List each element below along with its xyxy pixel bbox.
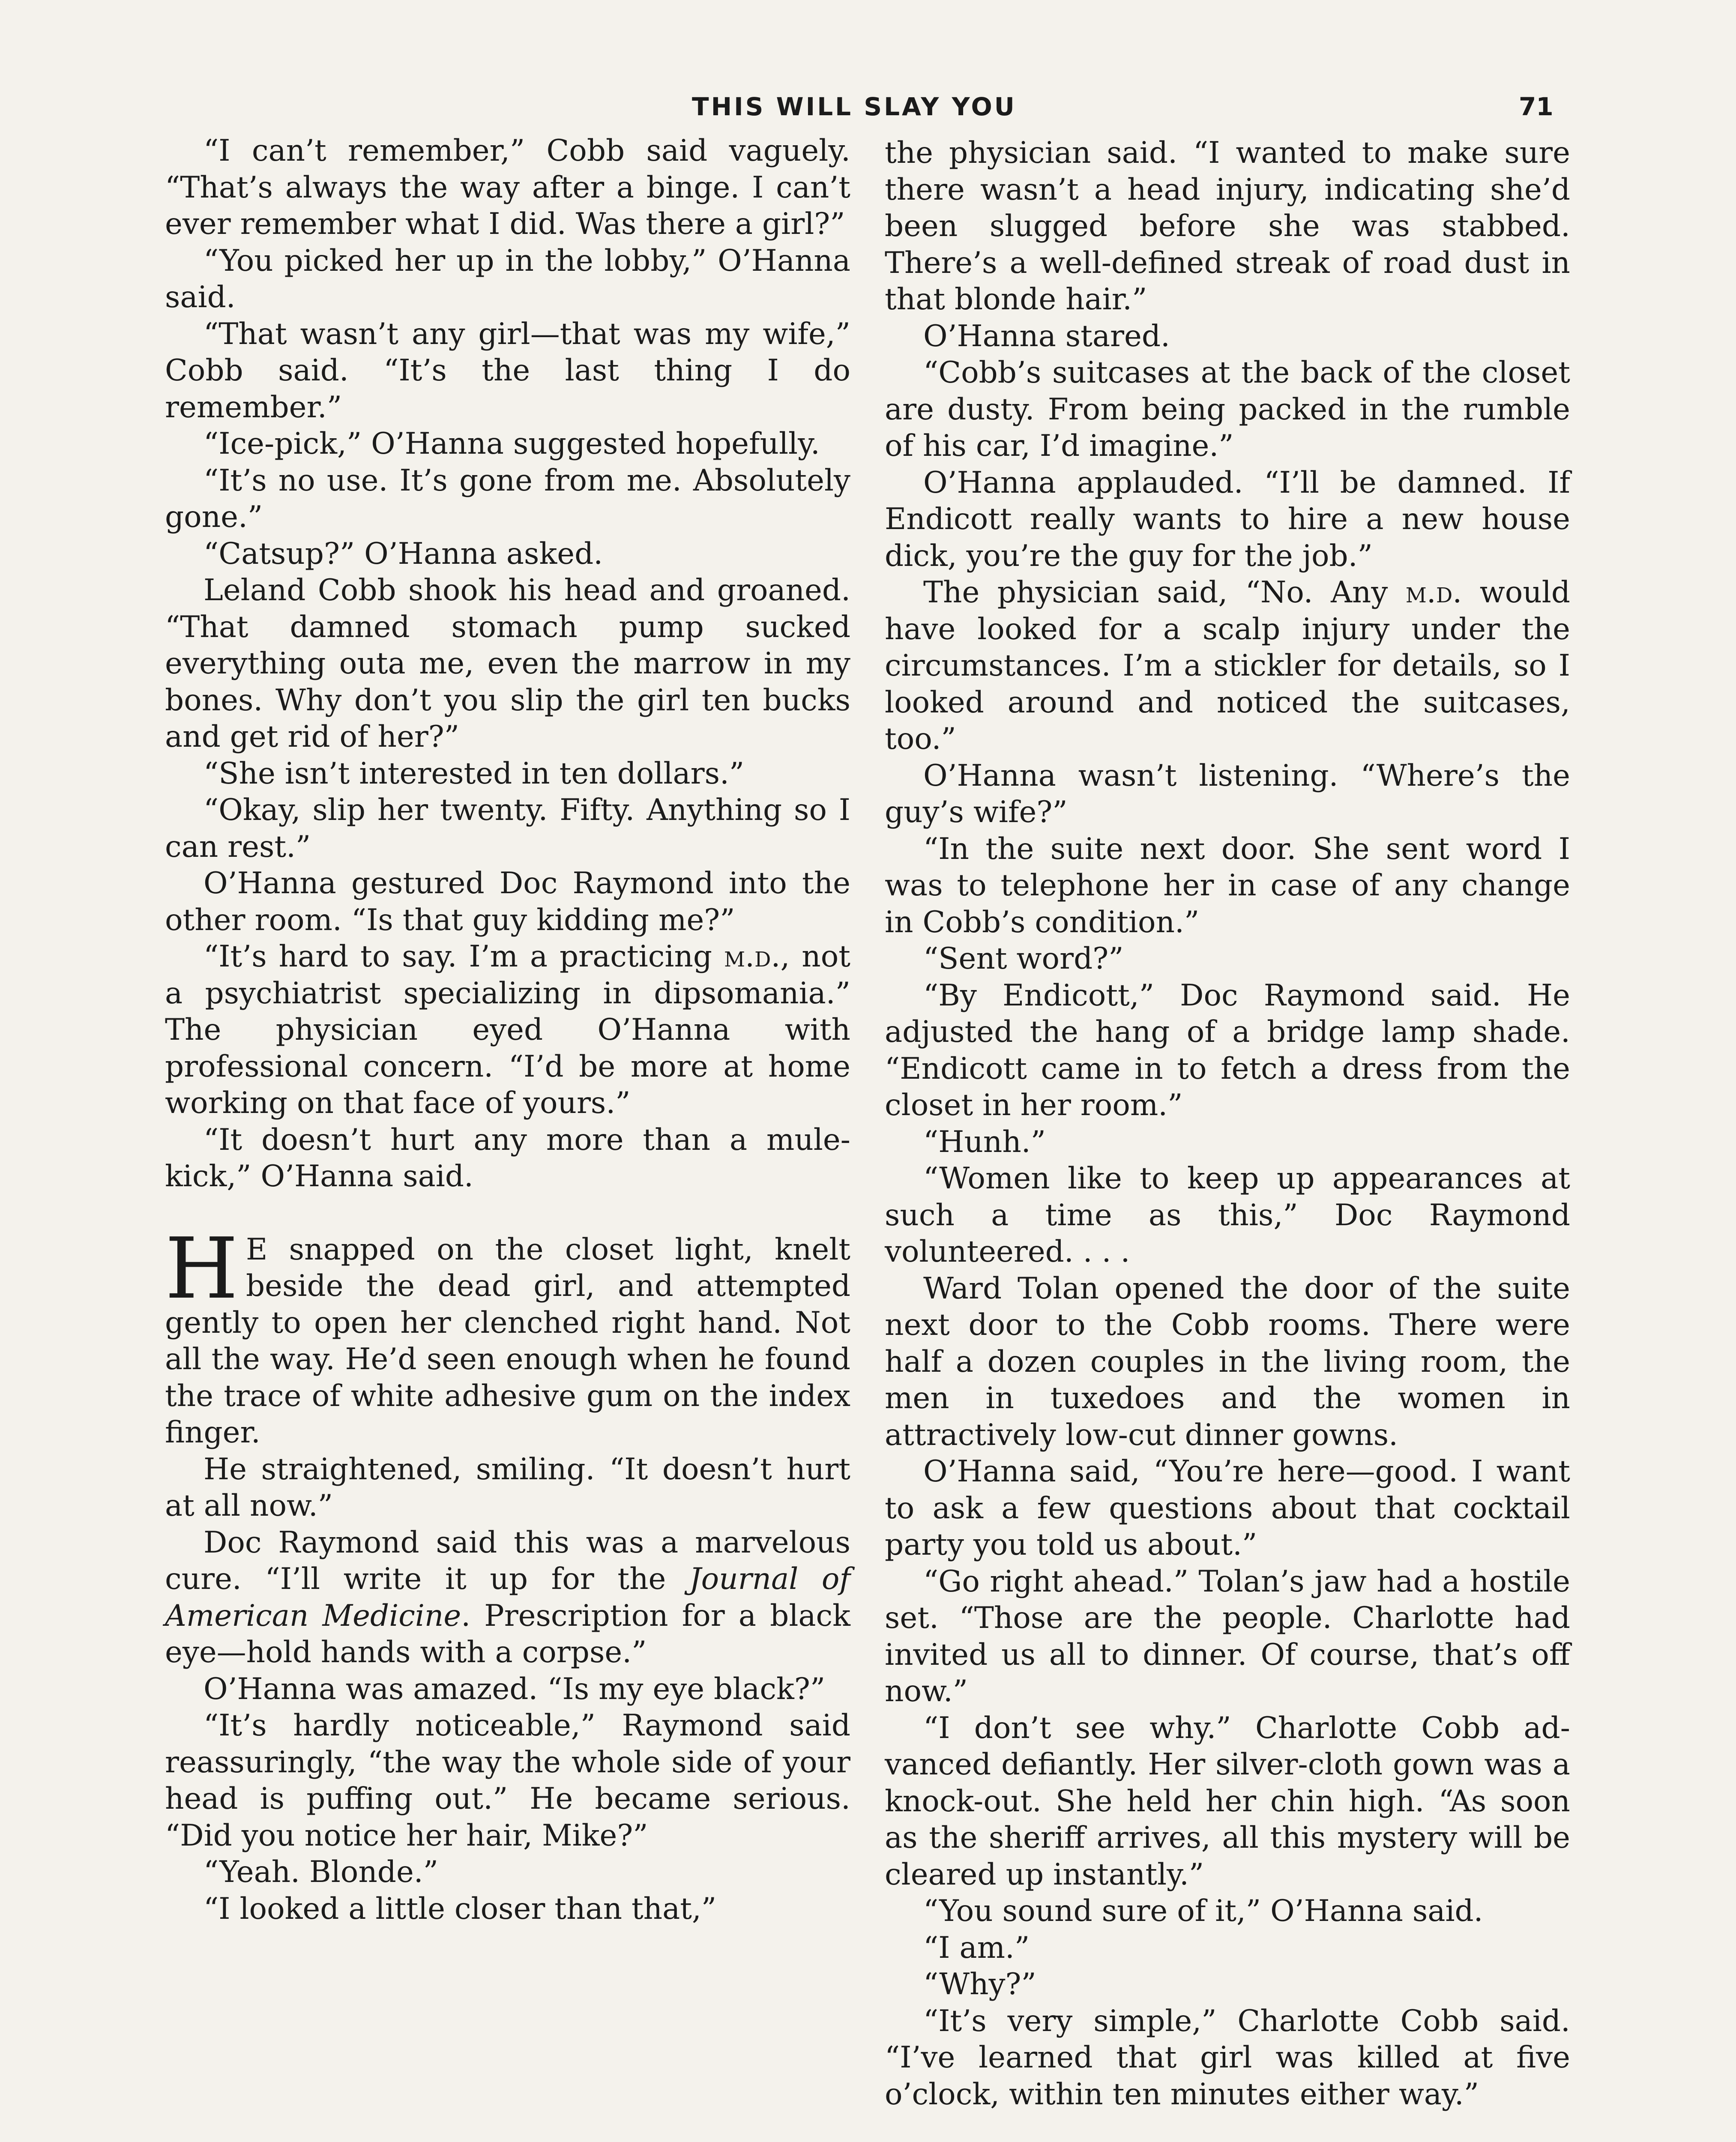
paragraph: Leland Cobb shook his head and groaned. “That damned stomach pump sucked everything outa me, even the marrow in my bones. Why don’t you slip the girl ten bucks and get rid of her?” xyxy=(165,573,850,754)
paragraph: the physician said. “I wanted to make sure there wasn’t a head injury, indicating she’d been slugged before she was stabbed. There’s a well-defined streak of road dust in that blonde hair.” xyxy=(885,136,1570,317)
paragraph: O’Hanna wasn’t listening. “Where’s the guy’s wife?” xyxy=(885,758,1570,829)
paragraph: “It’s very simple,” Charlotte Cobb said. “I’ve learned that girl was killed at five o’clock, within ten minutes either way.” xyxy=(885,2004,1570,2112)
paragraph: “Okay, slip her twenty. Fifty. Anything so I can rest.” xyxy=(165,793,850,864)
paragraph: “In the suite next door. She sent word I was to telephone her in case of any change in Cobb’s condition.” xyxy=(885,832,1570,939)
paragraph: “Sent word?” xyxy=(923,942,1124,976)
drop-cap: H xyxy=(165,1220,238,1318)
paragraph: O’Hanna gestured Doc Raymond into the other room. “Is that guy kidding me?” xyxy=(165,866,850,937)
page-header xyxy=(0,92,1736,131)
page-number: 71 xyxy=(1519,92,1553,121)
paragraph: “I can’t remember,” Cobb said vaguely. “That’s always the way after a binge. I can’t ever remember what I did. Was there a girl?” xyxy=(165,134,850,241)
section-opening-paragraph xyxy=(165,1220,850,1451)
paragraph: “Why?” xyxy=(923,1967,1036,2001)
paragraph: “I am.” xyxy=(923,1930,1030,1965)
paragraph: “Cobb’s suitcases at the back of the closet are dusty. From being packed in the rumble of his car, I’d imagine.” xyxy=(885,356,1570,463)
md-abbreviation: m.d. xyxy=(1405,575,1462,610)
paragraph: Ward Tolan opened the door of the suite next door to the Cobb rooms. There were half a dozen couples in the living room, the men in tuxedoes and the women in attractively low-cut dinner gowns. xyxy=(885,1271,1570,1452)
paragraph: “It’s no use. It’s gone from me. Absolutely gone.” xyxy=(165,463,850,534)
paragraph: “You sound sure of it,” O’Hanna said. xyxy=(923,1894,1483,1928)
paragraph: “I looked a little closer than that,” xyxy=(204,1891,717,1926)
paragraph: “Yeah. Blonde.” xyxy=(204,1855,438,1889)
paragraph: “It’s hardly noticeable,” Raymond said reassuringly, “the way the whole side of your head is puffing out.” He became serious. “Did you notice her hair, Mike?” xyxy=(165,1708,850,1853)
paragraph: O’Hanna was amazed. “Is my eye black?” xyxy=(204,1672,826,1706)
paragraph: “You picked her up in the lobby,” O’Hanna said. xyxy=(165,243,850,314)
paragraph: “That wasn’t any girl—that was my wife,” Cobb said. “It’s the last thing I do remember.” xyxy=(165,317,850,425)
paragraph: He straightened, smiling. “It doesn’t hurt at all now.” xyxy=(165,1452,850,1523)
paragraph: “Hunh.” xyxy=(923,1125,1046,1159)
text-run: The physician said, “No. Any xyxy=(923,575,1406,610)
paragraph xyxy=(885,574,1570,758)
paragraph: “She isn’t interested in ten dollars.” xyxy=(204,756,745,791)
paragraph: O’Hanna applauded. “I’ll be damned. If Endicott really wants to hire a new house dick, you’re the guy for the job.” xyxy=(885,465,1570,573)
paragraph: “Ice-pick,” O’Hanna suggested hopefully. xyxy=(204,427,820,461)
paragraph: O’Hanna stared. xyxy=(923,319,1170,353)
paragraph: “I don’t see why.” Charlotte Cobb advanced defiantly. Her silver-cloth gown was a knock-out. She held her chin high. “As soon as the sheriff arrives, all this mystery will be cleared up instantly.” xyxy=(885,1711,1570,1892)
text-run: Doc Raymond said this was a marvelous cure. “I’ll write it up for the xyxy=(165,1525,850,1596)
md-abbreviation: m.d. xyxy=(724,939,781,974)
text-run: . Prescription for a black eye—hold hands with a corpse.” xyxy=(165,1598,850,1669)
paragraph xyxy=(165,1525,850,1671)
right-column xyxy=(885,135,1570,2113)
paragraph: “By Endicott,” Doc Raymond said. He adjusted the hang of a bridge lamp shade. “Endicott came in to fetch a dress from the closet in her room.” xyxy=(885,978,1570,1122)
text-run: would have looked for a scalp injury under the circumstances. I’m a stickler for details, so I looked around and noticed the suitcases, too.” xyxy=(885,575,1570,756)
left-column xyxy=(165,133,850,1927)
paragraph xyxy=(165,939,850,1122)
paragraph: O’Hanna said, “You’re here—good. I want to ask a few questions about that cocktail party you told us about.” xyxy=(885,1454,1570,1562)
text-run: , not a psychiatrist specializing in dipsomania.” The physician eyed O’Hanna with professional concern. “I’d be more at home working on that face of yours.” xyxy=(165,939,850,1120)
paragraph: “It doesn’t hurt any more than a mule-kick,” O’Hanna said. xyxy=(165,1122,850,1194)
text-run: E snapped on the closet light, knelt beside the dead girl, and attempted gently to open her clenched right hand. Not all the way. He’d seen enough when he found the trace of white adhesive gum on the index finger. xyxy=(165,1232,850,1450)
paragraph: “Go right ahead.” Tolan’s jaw had a hostile set. “Those are the people. Charlotte had invited us all to dinner. Of course, that’s off now.” xyxy=(885,1564,1570,1708)
paragraph: “Catsup?” O’Hanna asked. xyxy=(204,536,603,571)
text-run: “It’s hard to say. I’m a practicing xyxy=(204,939,724,974)
journal-title: Journal of American Medicine xyxy=(165,1562,850,1633)
running-title: THIS WILL SLAY YOU xyxy=(692,92,1017,121)
paragraph: “Women like to keep up appearances at such a time as this,” Doc Raymond volunteered. . . . xyxy=(885,1161,1570,1269)
